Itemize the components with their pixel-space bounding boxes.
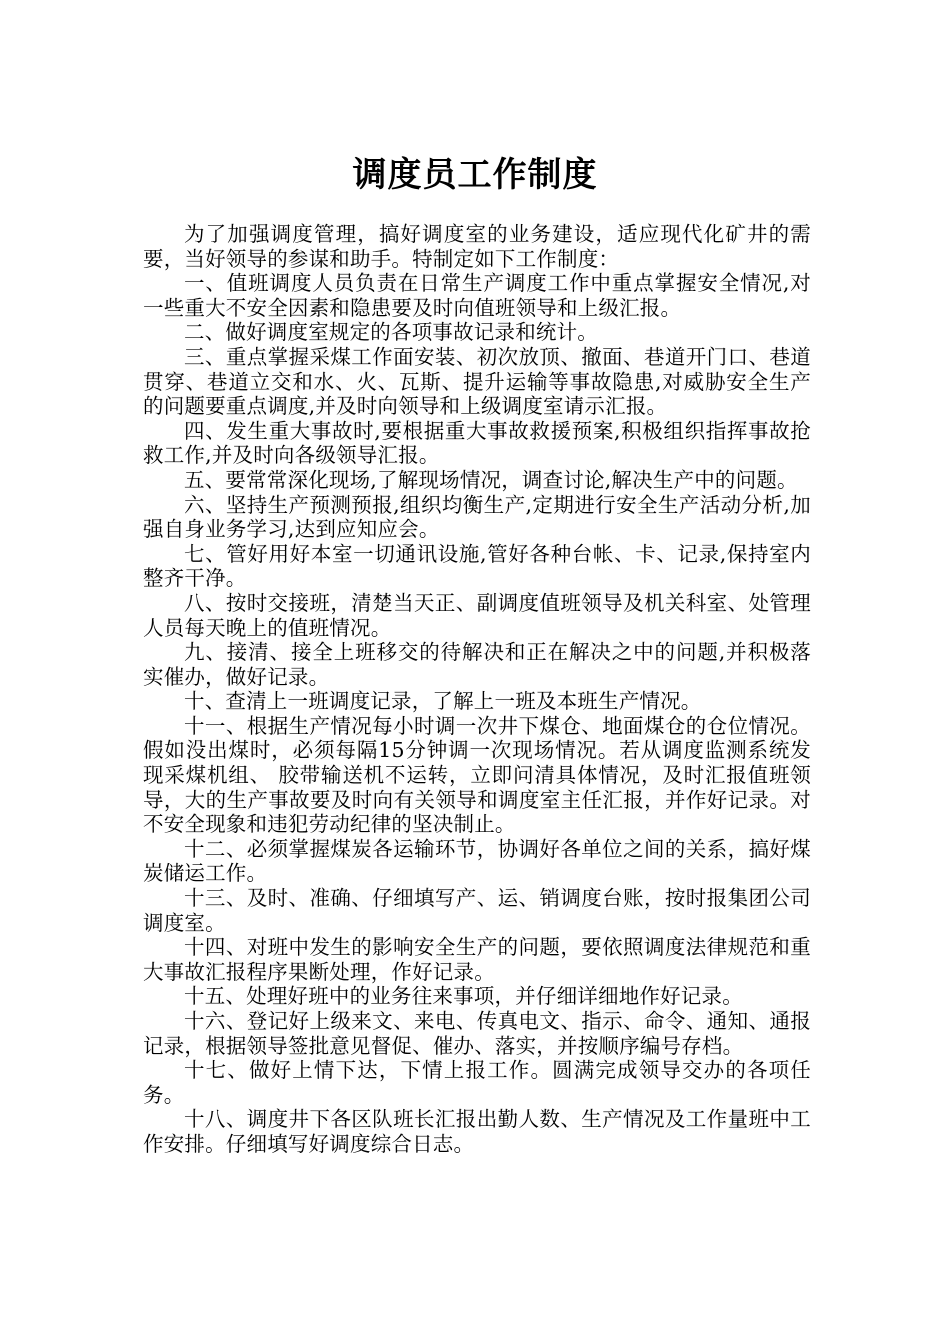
paragraph-item-11: 十一、根据生产情况每小时调一次井下煤仓、地面煤仓的仓位情况。假如没出煤时，必须每隔15分钟调一次现场情况。若从调度监测系统发现采煤机组、 胶带输送机不运转，立即问清具体情况，及时汇报值班领导，大的生产事故要及时向有关领导和调度室主任汇报，并作好记录。对不安全现象和违犯劳动纪律的坚决制止。	[143, 713, 811, 837]
paragraph-item-3: 三、重点掌握采煤工作面安装、初次放顶、撤面、巷道开门口、巷道贯穿、巷道立交和水、火、瓦斯、提升运输等事故隐患,对威胁安全生产的问题要重点调度,并及时向领导和上级调度室请示汇报。	[143, 344, 811, 419]
paragraph-item-12: 十二、必须掌握煤炭各运输环节，协调好各单位之间的关系，搞好煤炭储运工作。	[143, 836, 811, 886]
paragraph-item-14: 十四、对班中发生的影响安全生产的问题，要依照调度法律规范和重大事故汇报程序果断处理，作好记录。	[143, 935, 811, 984]
paragraph-item-4: 四、发生重大事故时,要根据重大事故救援预案,积极组织指挥事故抢救工作,并及时向各级领导汇报。	[143, 418, 811, 468]
paragraph-item-2: 二、做好调度室规定的各项事故记录和统计。	[184, 320, 598, 345]
paragraph-item-17: 十七、做好上情下达，下情上报工作。圆满完成领导交办的各项任务。	[143, 1058, 811, 1107]
paragraph-intro: 为了加强调度管理，搞好调度室的业务建设，适应现代化矿井的需要，当好领导的参谋和助手。特制定如下工作制度：	[143, 222, 811, 271]
paragraph-item-5: 五、要常常深化现场,了解现场情况，调查讨论,解决生产中的问题。	[184, 467, 798, 492]
paragraph-item-16: 十六、登记好上级来文、来电、传真电文、指示、命令、通知、通报记录，根据领导签批意见督促、催办、落实，并按顺序编号存档。	[143, 1009, 811, 1058]
paragraph-item-8: 八、按时交接班，清楚当天正、副调度值班领导及机关科室、处管理人员每天晚上的值班情况。	[143, 590, 811, 640]
paragraph-item-15: 十五、处理好班中的业务往来事项，并仔细详细地作好记录。	[184, 984, 743, 1009]
paragraph-item-7: 七、管好用好本室一切通讯设施,管好各种台帐、卡、记录,保持室内整齐干净。	[143, 541, 811, 591]
document-body	[143, 222, 811, 1157]
paragraph-item-13: 十三、及时、准确、仔细填写产、运、销调度台账，按时报集团公司调度室。	[143, 886, 811, 935]
paragraph-item-10: 十、查清上一班调度记录，了解上一班及本班生产情况。	[184, 689, 702, 714]
paragraph-item-1: 一、值班调度人员负责在日常生产调度工作中重点掌握安全情况,对一些重大不安全因素和隐患要及时向值班领导和上级汇报。	[143, 271, 811, 320]
paragraph-item-18: 十八、调度井下各区队班长汇报出勤人数、生产情况及工作量班中工作安排。仔细填写好调度综合日志。	[143, 1107, 811, 1156]
paragraph-item-6: 六、坚持生产预测预报,组织均衡生产,定期进行安全生产活动分析,加强自身业务学习,达到应知应会。	[143, 492, 811, 542]
paragraph-item-9: 九、接清、接全上班移交的待解决和正在解决之中的问题,并积极落实催办，做好记录。	[143, 640, 811, 689]
document-title: 调度员工作制度	[352, 155, 598, 195]
